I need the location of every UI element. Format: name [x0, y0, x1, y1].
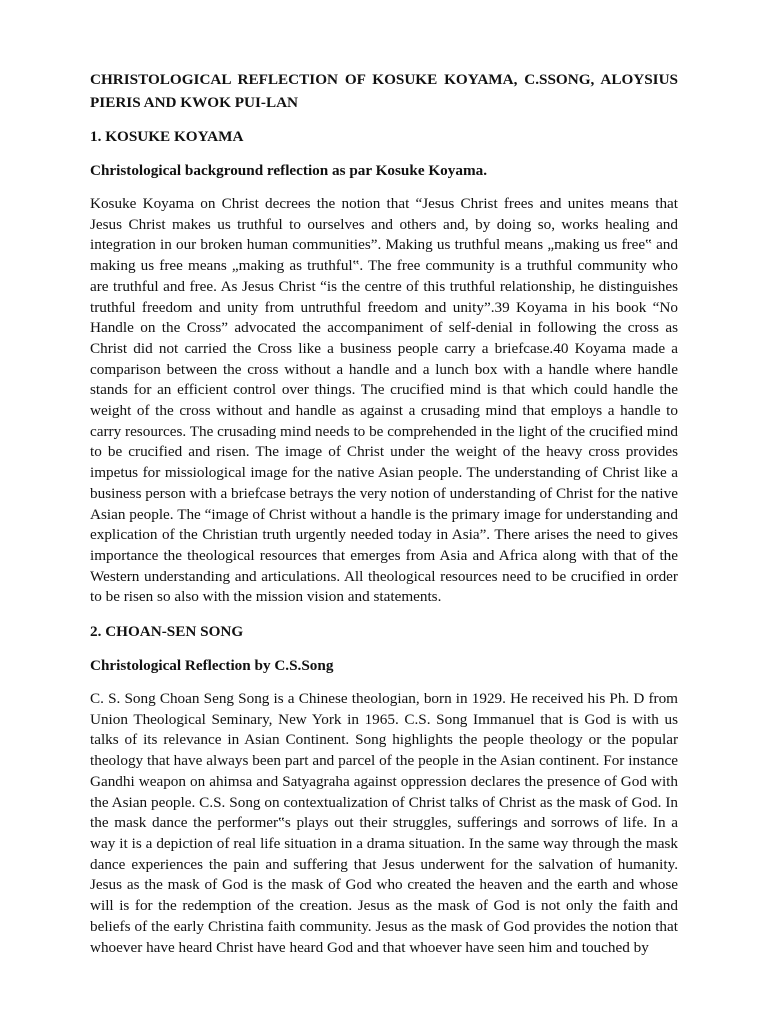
- section-heading: 2. CHOAN-SEN SONG: [90, 623, 244, 641]
- document-title: CHRISTOLOGICAL REFLECTION OF KOSUKE KOYAMA, C.SSONG, ALOYSIUS PIERIS AND KWOK PUI-LAN: [90, 71, 678, 111]
- section-song: [90, 621, 678, 958]
- section-subheading: Christological background reflection as par Kosuke Koyama.: [90, 162, 488, 179]
- section-paragraph: Kosuke Koyama on Christ decrees the notion that “Jesus Christ frees and unites means that Jesus Christ makes us truthful to ourselves and others and, by doing so, works healing and integration in our broken human communities”. Making us truthful means „making us free‟ and making us free means „making as truthful‟. The free community is a truthful community who are truthful and free. As Jesus Christ “is the centre of this truthful relationship, he distinguishes truthful freedom and unity from untruthful freedom and unity”.39 Koyama in his book “No Handle on the Cross” advocated the accompaniment of self-denial in following the cross as Christ did not carried the Cross like a business people carry a briefcase.40 Koyama made a comparison between the cross without a handle and a lunch box with a handle where handle stands for an efficient control over things. The crucified mind is that which could handle the weight of the cross without and handle as against a crusading mind that employs a handle to carry resources. The crusading mind needs to be comprehended in the light of the crucified mind to be crucified and risen. The image of Christ under the weight of the heavy cross provides impetus for missiological image for the native Asian people. The understanding of Christ like a business person with a briefcase betrays the very notion of understanding of Christ for the native Asian people. The “image of Christ without a handle is the primary image for understanding and explication of the Christian truth urgently needed today in Asia”. There arises the need to gives importance the theological resources that emerges from Asia and Africa along with that of the Western understanding and articulations. All theological resources need to be crucified in order to be risen so also with the mission vision and statements.: [90, 195, 678, 606]
- section-subheading: Christological Reflection by C.S.Song: [90, 657, 334, 675]
- section-paragraph: C. S. Song Choan Seng Song is a Chinese theologian, born in 1929. He received his Ph. D from Union Theological Seminary, New York in 1965. C.S. Song Immanuel that is God is with us talks of its relevance in Asian Continent. Song highlights the people theology or the popular theology that have always been part and parcel of the people in the Asian continent. For instance Gandhi weapon on ahimsa and Satyagraha against oppression declares the presence of God with the Asian people. C.S. Song on contextualization of Christ talks of Christ as the mask of God. In the mask dance the performer‟s plays out their struggles, sufferings and sorrows of life. In a way it is a depiction of real life situation in a drama situation. In the same way through the mask dance experiences the pain and suffering that Jesus underwent for the salvation of humanity. Jesus as the mask of God is the mask of God who created the heaven and the earth and whose will is for the redemption of the creation. Jesus as the mask of God is not only the faith and beliefs of the early Christina faith community. Jesus as the mask of God provides the notion that whoever have heard Christ have heard God and that whoever have seen him and touched by: [90, 690, 678, 956]
- section-koyama: [90, 126, 678, 608]
- section-heading: 1. KOSUKE KOYAMA: [90, 128, 244, 145]
